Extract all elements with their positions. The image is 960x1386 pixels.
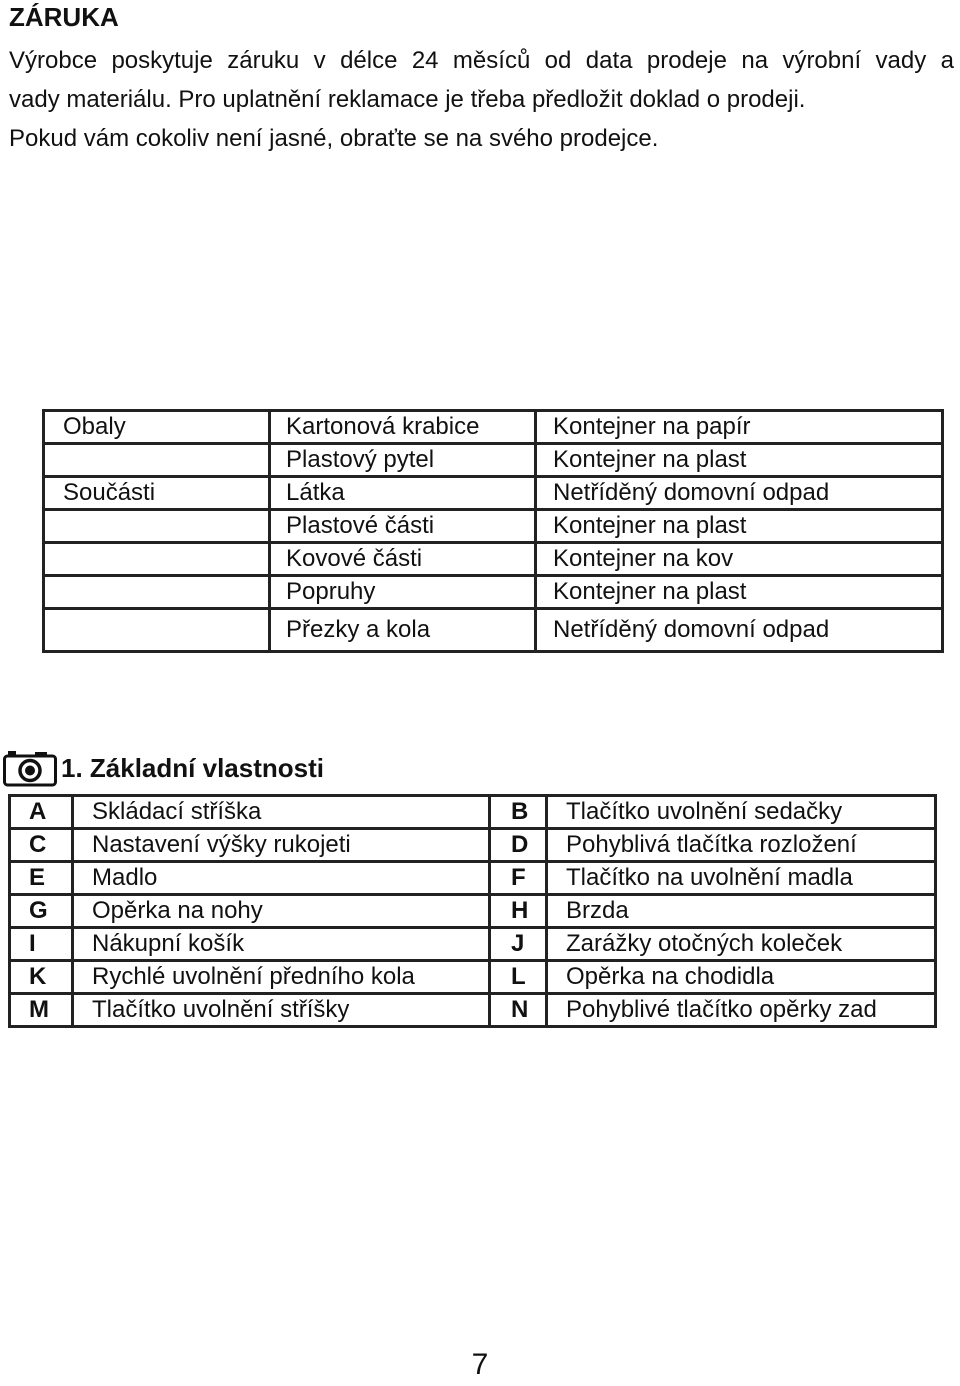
table-row [44,411,943,444]
feature-key: C [10,829,73,862]
feature-label: Skládací stříška [73,796,490,829]
feature-key: I [10,928,73,961]
table-row [10,961,936,994]
page-number: 7 [471,1348,489,1381]
table-row [10,994,936,1027]
disposal-category-cell [44,510,270,543]
feature-key: M [10,994,73,1027]
disposal-bin-cell: Kontejner na plast [536,510,943,543]
disposal-item-cell: Plastové části [270,510,536,543]
table-row [10,829,936,862]
feature-label: Brzda [547,895,936,928]
disposal-category-cell [44,444,270,477]
feature-key: N [490,994,547,1027]
disposal-category-cell: Součásti [44,477,270,510]
feature-key: E [10,862,73,895]
table-row [44,576,943,609]
disposal-category-cell [44,543,270,576]
feature-key: D [490,829,547,862]
disposal-item-cell: Přezky a kola [270,609,536,652]
feature-key: H [490,895,547,928]
disposal-category-cell [44,609,270,652]
table-row [10,895,936,928]
disposal-item-cell: Plastový pytel [270,444,536,477]
feature-label: Opěrka na nohy [73,895,490,928]
feature-label: Zarážky otočných koleček [547,928,936,961]
feature-label: Madlo [73,862,490,895]
disposal-item-cell: Kartonová krabice [270,411,536,444]
feature-key: L [490,961,547,994]
table-row [10,796,936,829]
feature-key: K [10,961,73,994]
feature-key: G [10,895,73,928]
feature-label: Tlačítko uvolnění sedačky [547,796,936,829]
disposal-bin-cell: Kontejner na plast [536,576,943,609]
disposal-bin-cell: Netříděný domovní odpad [536,477,943,510]
feature-label: Opěrka na chodidla [547,961,936,994]
table-row [10,862,936,895]
warranty-line-3: Pokud vám cokoliv není jasné, obraťte se na svého prodejce. [9,125,659,152]
warranty-text [9,41,954,158]
feature-key: J [490,928,547,961]
feature-label: Pohyblivá tlačítka rozložení [547,829,936,862]
disposal-bin-cell: Netříděný domovní odpad [536,609,943,652]
disposal-bin-cell: Kontejner na papír [536,411,943,444]
table-row [44,444,943,477]
disposal-bin-cell: Kontejner na plast [536,444,943,477]
feature-label: Nákupní košík [73,928,490,961]
disposal-bin-cell: Kontejner na kov [536,543,943,576]
table-row [44,477,943,510]
table-row [44,609,943,652]
feature-label: Tlačítko uvolnění stříšky [73,994,490,1027]
warranty-title: ZÁRUKA [9,2,119,32]
disposal-category-cell: Obaly [44,411,270,444]
disposal-category-cell [44,576,270,609]
warranty-line-2: vady materiálu. Pro uplatnění reklamace je třeba předložit doklad o prodeji. [9,86,806,113]
features-table [8,794,937,1028]
feature-label: Rychlé uvolnění předního kola [73,961,490,994]
warranty-line-1: Výrobce poskytuje záruku v délce 24 měsíců od data prodeje na výrobní vady a [9,47,954,74]
features-heading [3,748,324,788]
table-row [44,510,943,543]
table-row [44,543,943,576]
feature-key: A [10,796,73,829]
camera-icon [3,749,57,787]
feature-label: Pohyblivé tlačítko opěrky zad [547,994,936,1027]
features-title: 1. Základní vlastnosti [61,752,324,783]
disposal-item-cell: Látka [270,477,536,510]
table-row [10,928,936,961]
disposal-item-cell: Kovové části [270,543,536,576]
disposal-item-cell: Popruhy [270,576,536,609]
feature-label: Nastavení výšky rukojeti [73,829,490,862]
disposal-table [42,409,944,653]
feature-key: B [490,796,547,829]
feature-label: Tlačítko na uvolnění madla [547,862,936,895]
feature-key: F [490,862,547,895]
